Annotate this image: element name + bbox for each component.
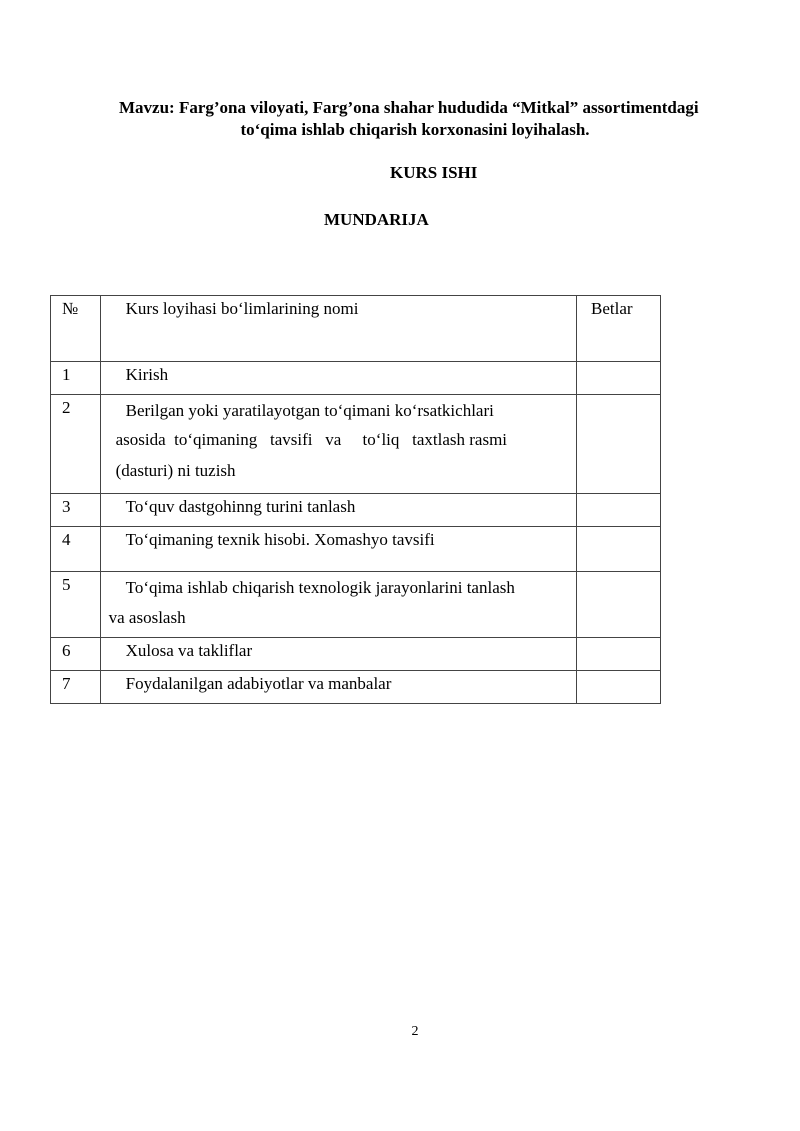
row-pages [577, 395, 661, 494]
table-header-row [51, 296, 661, 362]
row-title-cell [100, 638, 576, 671]
row-title-cell [100, 527, 576, 572]
row-number: 7 [51, 671, 101, 704]
row-pages [577, 572, 661, 638]
row-pages [577, 494, 661, 527]
row-title-line-1: To‘qima ishlab chiqarish texnologik jarayonlarini tanlash [125, 578, 515, 597]
row-title-line-1: Berilgan yoki yaratilayotgan to‘qimani ko‘rsatkichlari [125, 401, 494, 420]
row-number: 6 [51, 638, 101, 671]
row-number: 2 [51, 395, 101, 494]
row-title-cell [100, 362, 576, 395]
row-title-line-2: asosida to‘qimaning tavsifi va to‘liq taxtlash rasmi [115, 430, 508, 449]
header-pages [577, 296, 661, 362]
contents-table [50, 295, 661, 704]
header-number: № [51, 296, 101, 362]
row-title: To‘qimaning texnik hisobi. Xomashyo tavsifi [125, 530, 435, 549]
document-type-heading: KURS ISHI [390, 163, 478, 182]
row-title-cell [100, 494, 576, 527]
header-section-name [100, 296, 576, 362]
table-row [51, 572, 661, 638]
row-pages [577, 671, 661, 704]
row-number: 1 [51, 362, 101, 395]
row-title: Foydalanilgan adabiyotlar va manbalar [125, 674, 392, 693]
contents-heading: MUNDARIJA [324, 210, 429, 229]
row-pages [577, 362, 661, 395]
row-title-line-2: va asoslash [108, 608, 186, 627]
row-title: Kirish [125, 365, 169, 384]
row-number: 4 [51, 527, 101, 572]
row-number: 3 [51, 494, 101, 527]
table-row [51, 671, 661, 704]
table-row [51, 362, 661, 395]
table-row [51, 527, 661, 572]
row-pages [577, 638, 661, 671]
row-title: Xulosa va takliflar [125, 641, 253, 660]
row-title-cell [100, 671, 576, 704]
row-title-line-3: (dasturi) ni tuzish [115, 461, 236, 480]
row-pages [577, 527, 661, 572]
table-row [51, 395, 661, 494]
table-row [51, 638, 661, 671]
topic-title-line-1: Mavzu: Farg’ona viloyati, Farg’ona shahar hududida “Mitkal” assortimentdagi [119, 98, 699, 117]
page-number: 2 [411, 1024, 419, 1039]
header-pages-label: Betlar [591, 299, 633, 318]
row-title-cell [100, 572, 576, 638]
row-title: To‘quv dastgohinng turini tanlash [125, 497, 356, 516]
topic-title-line-2: to‘qima ishlab chiqarish korxonasini loyihalash. [240, 120, 590, 139]
header-section-name-label: Kurs loyihasi bo‘limlarining nomi [125, 299, 359, 318]
row-title-cell [100, 395, 576, 494]
table-row [51, 494, 661, 527]
row-number: 5 [51, 572, 101, 638]
